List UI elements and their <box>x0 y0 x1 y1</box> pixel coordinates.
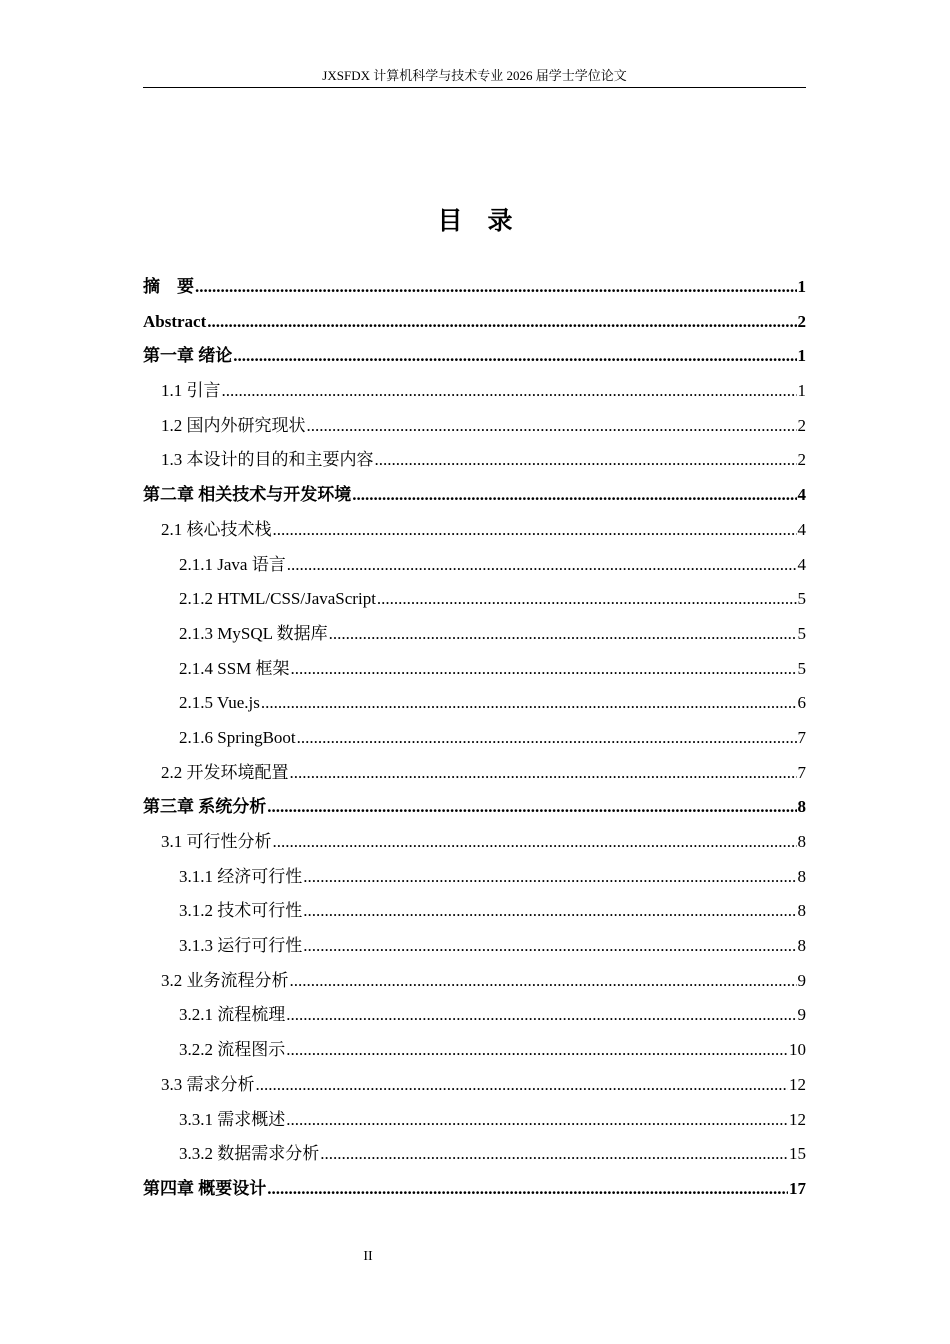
toc-entry-label: 3.3.2 数据需求分析 <box>179 1144 320 1164</box>
toc-entry-label: 第三章 系统分析 <box>143 797 267 817</box>
toc-entry[interactable] <box>143 1068 806 1103</box>
toc-leader-dots <box>377 582 797 617</box>
toc-entry-page: 5 <box>797 589 806 609</box>
toc-entry[interactable] <box>143 409 806 444</box>
toc-entry-page: 10 <box>789 1040 806 1060</box>
toc-entry-page: 1 <box>797 346 806 366</box>
table-of-contents <box>143 270 806 1207</box>
toc-leader-dots <box>303 860 796 895</box>
toc-entry-label: 3.2.1 流程梳理 <box>179 1005 286 1025</box>
toc-entry-label: Abstract <box>143 311 207 331</box>
toc-leader-dots <box>233 339 796 374</box>
toc-entry-page: 8 <box>797 936 806 956</box>
toc-entry-label: 摘 要 <box>143 277 194 296</box>
toc-entry[interactable] <box>143 374 806 409</box>
toc-leader-dots <box>329 617 797 652</box>
toc-entry-label: 1.1 引言 <box>161 381 221 401</box>
toc-entry[interactable] <box>143 270 806 305</box>
toc-entry-page: 17 <box>789 1178 806 1198</box>
toc-entry-page: 8 <box>797 832 806 851</box>
toc-entry[interactable] <box>143 548 806 583</box>
toc-entry-label: 3.2.2 流程图示 <box>179 1040 286 1060</box>
toc-entry-page: 12 <box>789 1109 806 1129</box>
toc-entry-label: 3.1 可行性分析 <box>161 832 272 851</box>
toc-entry-page: 1 <box>797 381 806 401</box>
toc-entry[interactable] <box>143 825 806 860</box>
toc-entry[interactable] <box>143 964 806 999</box>
toc-entry[interactable] <box>143 686 806 721</box>
toc-leader-dots <box>352 478 796 513</box>
toc-leader-dots <box>287 548 797 583</box>
toc-entry-page: 4 <box>797 519 806 539</box>
toc-entry[interactable] <box>143 443 806 478</box>
toc-leader-dots <box>286 1033 788 1068</box>
toc-entry-page: 2 <box>797 311 806 331</box>
toc-entry-label: 2.1.5 Vue.js <box>179 693 260 713</box>
toc-entry[interactable] <box>143 617 806 652</box>
toc-leader-dots <box>303 929 796 964</box>
toc-entry[interactable] <box>143 998 806 1033</box>
header-rule <box>143 87 806 88</box>
toc-leader-dots <box>290 756 797 791</box>
toc-entry-page: 7 <box>797 727 806 747</box>
toc-entry[interactable] <box>143 478 806 513</box>
toc-entry-page: 5 <box>797 623 806 643</box>
toc-entry-label: 2.1.4 SSM 框架 <box>179 658 290 678</box>
toc-leader-dots <box>267 790 796 825</box>
toc-entry-label: 2.1.6 SpringBoot <box>179 727 296 747</box>
toc-entry-page: 6 <box>797 693 806 713</box>
toc-entry-page: 9 <box>797 1005 806 1025</box>
toc-entry-label: 3.3 需求分析 <box>161 1074 255 1094</box>
toc-leader-dots <box>273 825 797 860</box>
toc-entry-label: 2.1 核心技术栈 <box>161 519 272 539</box>
toc-entry-label: 2.2 开发环境配置 <box>161 762 289 782</box>
toc-leader-dots <box>291 652 797 687</box>
toc-entry-page: 4 <box>797 485 806 505</box>
toc-entry[interactable] <box>143 1033 806 1068</box>
toc-entry-label: 3.3.1 需求概述 <box>179 1109 286 1129</box>
toc-entry[interactable] <box>143 860 806 895</box>
toc-entry[interactable] <box>143 305 806 340</box>
toc-entry-page: 4 <box>797 554 806 574</box>
toc-entry-label: 第一章 绪论 <box>143 346 233 366</box>
toc-entry-page: 2 <box>797 415 806 435</box>
toc-leader-dots <box>375 443 797 478</box>
toc-entry-label: 第四章 概要设计 <box>143 1178 267 1198</box>
toc-entry-page: 8 <box>797 797 806 817</box>
toc-entry[interactable] <box>143 1172 806 1207</box>
toc-leader-dots <box>261 686 797 721</box>
toc-entry[interactable] <box>143 513 806 548</box>
toc-entry-label: 3.1.1 经济可行性 <box>179 866 303 886</box>
toc-entry-page: 1 <box>797 277 806 296</box>
toc-leader-dots <box>207 305 796 340</box>
toc-entry-label: 第二章 相关技术与开发环境 <box>143 485 352 505</box>
toc-entry-page: 2 <box>797 450 806 470</box>
toc-entry-label: 3.2 业务流程分析 <box>161 970 289 990</box>
toc-entry[interactable] <box>143 790 806 825</box>
toc-leader-dots <box>290 964 797 999</box>
toc-entry-label: 1.3 本设计的目的和主要内容 <box>161 450 374 470</box>
toc-leader-dots <box>297 721 797 756</box>
toc-title: 目 录 <box>437 208 513 235</box>
toc-entry-page: 8 <box>797 901 806 921</box>
toc-leader-dots <box>307 409 797 444</box>
toc-entry[interactable] <box>143 894 806 929</box>
toc-leader-dots <box>320 1137 788 1172</box>
toc-entry-label: 3.1.2 技术可行性 <box>179 901 303 921</box>
toc-leader-dots <box>195 270 797 305</box>
toc-leader-dots <box>273 513 797 548</box>
toc-entry[interactable] <box>143 1137 806 1172</box>
toc-entry-page: 5 <box>797 658 806 678</box>
toc-leader-dots <box>267 1172 788 1207</box>
toc-leader-dots <box>286 1103 788 1138</box>
toc-entry-label: 3.1.3 运行可行性 <box>179 936 303 956</box>
toc-leader-dots <box>303 894 796 929</box>
toc-leader-dots <box>256 1068 789 1103</box>
toc-entry-page: 8 <box>797 866 806 886</box>
toc-entry[interactable] <box>143 929 806 964</box>
toc-entry-label: 1.2 国内外研究现状 <box>161 415 306 435</box>
toc-entry-page: 9 <box>797 970 806 990</box>
toc-entry-page: 7 <box>797 762 806 782</box>
toc-entry[interactable] <box>143 652 806 687</box>
toc-entry-page: 15 <box>789 1144 806 1164</box>
toc-leader-dots <box>286 998 796 1033</box>
toc-entry[interactable] <box>143 582 806 617</box>
toc-entry-page: 12 <box>789 1074 806 1094</box>
toc-entry[interactable] <box>143 756 806 791</box>
toc-leader-dots <box>222 374 797 409</box>
toc-entry[interactable] <box>143 339 806 374</box>
toc-entry[interactable] <box>143 1103 806 1138</box>
page-number: II <box>363 1249 373 1264</box>
toc-entry[interactable] <box>143 721 806 756</box>
toc-entry-label: 2.1.1 Java 语言 <box>179 554 286 574</box>
toc-entry-label: 2.1.2 HTML/CSS/JavaScript <box>179 589 376 609</box>
page-header: JXSFDX 计算机科学与技术专业 2026 届学士学位论文 <box>322 68 627 83</box>
toc-entry-label: 2.1.3 MySQL 数据库 <box>179 623 328 643</box>
